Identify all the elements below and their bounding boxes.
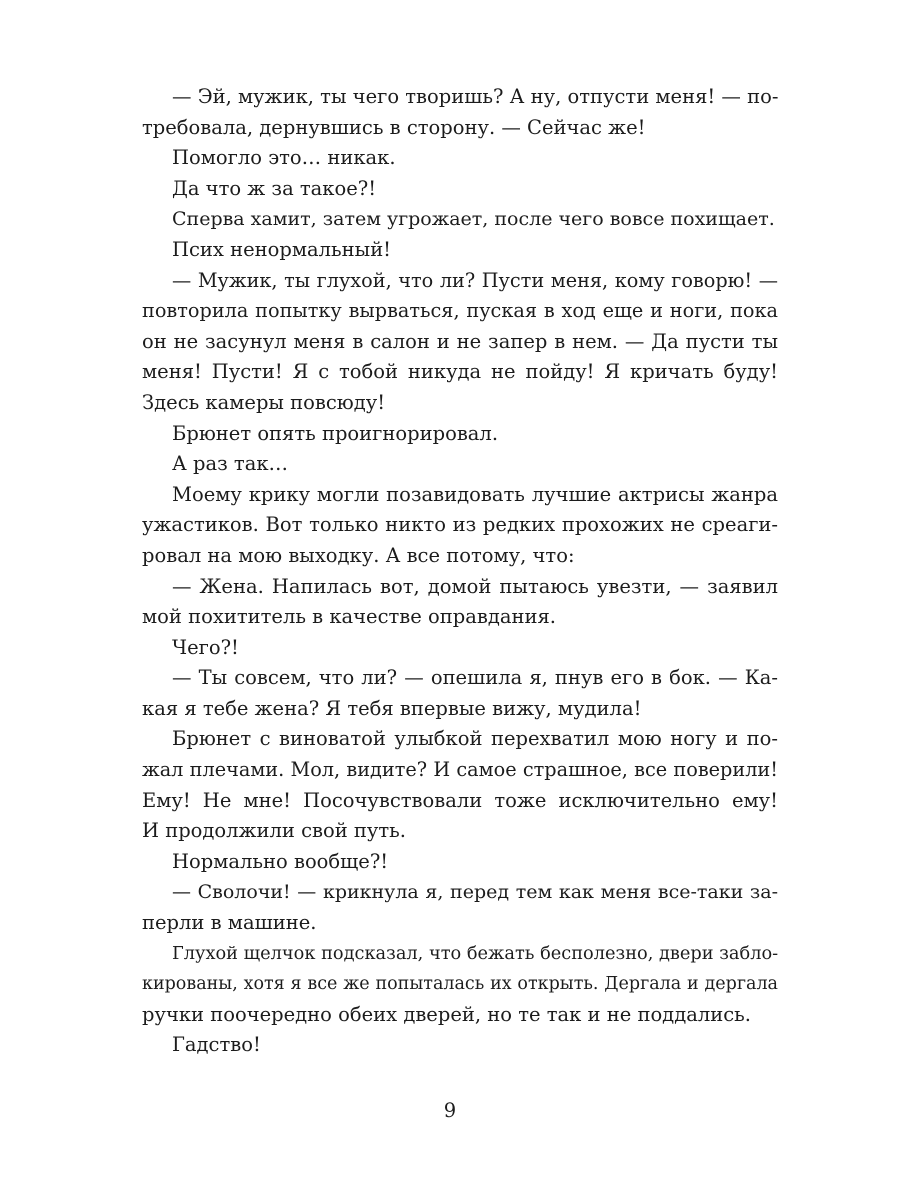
text-line: Помогло это… никак. (172, 146, 396, 170)
text-line: Брюнет опять проигнорировал. (172, 421, 499, 445)
text-line: — Мужик, ты глухой, что ли? Пусти меня, кому говорю! — (172, 268, 778, 292)
text-line: повторила попытку вырваться, пуская в ход еще и ноги, пока (142, 299, 778, 323)
text-line: Здесь камеры повсюду! (142, 390, 386, 414)
text-line: Да что ж за такое?! (172, 176, 377, 200)
text-line: Моему крику могли позавидовать лучшие актрисы жанра (172, 482, 778, 506)
page-text (142, 82, 778, 1061)
text-line: Чего?! (172, 635, 239, 659)
text-line: Сперва хамит, затем угрожает, после чего вовсе похищает. (172, 208, 775, 231)
text-line: перли в машине. (142, 911, 317, 935)
text-line: А раз так… (172, 452, 289, 476)
text-line: ручки поочередно обеих дверей, но те так и не поддались. (142, 1002, 751, 1026)
text-line: — Сволочи! — крикнула я, перед тем как меня все-таки за- (172, 881, 778, 904)
text-line: он не засунул меня в салон и не запер в нем. — Да пусти ты (142, 329, 778, 353)
page-number: 9 (443, 1099, 457, 1122)
text-line: Брюнет с виноватой улыбкой перехватил мою ногу и по- (172, 727, 778, 751)
text-line: меня! Пусти! Я с тобой никуда не пойду! Я кричать буду! (142, 360, 778, 384)
text-line: мой похититель в качестве оправдания. (142, 605, 556, 629)
text-line: Гадство! (172, 1033, 261, 1057)
text-line: — Эй, мужик, ты чего творишь? А ну, отпусти меня! — по- (172, 85, 779, 108)
text-line: И продолжили свой путь. (142, 819, 406, 843)
text-line: кированы, хотя я все же попыталась их открыть. Дергала и дергала (142, 974, 778, 995)
text-line: ровал на мою выходку. А все потому, что: (142, 543, 575, 567)
text-line: жал плечами. Мол, видите? И самое страшное, все поверили! (142, 758, 778, 782)
text-line: Псих ненормальный! (172, 237, 392, 261)
text-line: Ему! Не мне! Посочувствовали тоже исключительно ему! (142, 788, 778, 812)
text-line: требовала, дернувшись в сторону. — Сейчас же! (142, 115, 646, 139)
text-line: Глухой щелчок подсказал, что бежать бесполезно, двери забло- (172, 943, 779, 964)
text-line: кая я тебе жена? Я тебя впервые вижу, мудила! (142, 696, 642, 720)
text-line: Нормально вообще?! (172, 849, 389, 873)
text-line: ужастиков. Вот только никто из редких прохожих не среаги- (142, 513, 778, 537)
text-line: — Ты совсем, что ли? — опешила я, пнув его в бок. — Ка- (172, 666, 778, 690)
text-line: — Жена. Напилась вот, домой пытаюсь увезти, — заявил (172, 574, 778, 598)
